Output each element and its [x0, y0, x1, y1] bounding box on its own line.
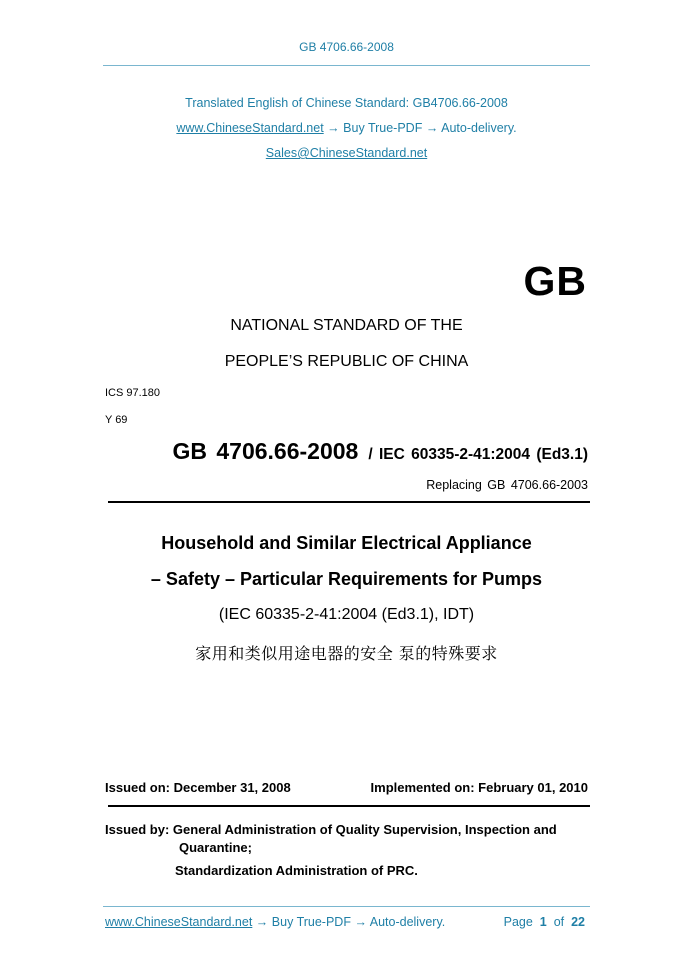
standard-number: GB 4706.66-2008 — [172, 438, 359, 464]
ics-code: ICS 97.180 — [105, 387, 161, 399]
website-link[interactable]: www.ChineseStandard.net — [176, 121, 324, 135]
footer-divider — [103, 906, 590, 907]
iec-idt-reference: (IEC 60335-2-41:2004 (Ed3.1), IDT) — [218, 606, 475, 623]
iec-equivalent: / IEC 60335-2-41:2004 (Ed3.1) — [368, 446, 588, 463]
page-total: 22 — [571, 915, 585, 929]
arrow-right-icon: → — [354, 915, 367, 929]
national-standard-title: NATIONAL STANDARD OF THE — [230, 317, 463, 334]
footer-website-link[interactable]: www.ChineseStandard.net — [105, 915, 253, 929]
issued-by-line3: Standardization Administration of PRC. — [175, 863, 418, 878]
of-label: of — [553, 915, 565, 929]
header-divider — [103, 65, 590, 66]
dates-divider — [108, 805, 590, 807]
arrow-right-icon: → — [425, 121, 439, 135]
title-divider — [108, 501, 590, 503]
sales-email-link[interactable]: Sales@ChineseStandard.net — [265, 146, 428, 160]
gb-logo: GB — [523, 258, 587, 304]
footer-promo — [105, 915, 445, 929]
replacing-note: Replacing GB 4706.66-2003 — [426, 478, 588, 492]
promo-line — [0, 121, 693, 135]
issued-by-line2: Quarantine; — [179, 840, 252, 855]
issued-on-date: Issued on: December 31, 2008 — [105, 780, 291, 795]
chinese-title: 家用和类似用途电器的安全 泵的特殊要求 — [195, 644, 498, 663]
prc-title: PEOPLE’S REPUBLIC OF CHINA — [224, 353, 469, 370]
auto-delivery-text: Auto-delivery. — [441, 121, 517, 135]
standard-number-line — [172, 438, 588, 465]
buy-true-pdf-text: Buy True-PDF — [343, 121, 423, 135]
document-title-line1: Household and Similar Electrical Appliance — [161, 533, 532, 553]
page-number: 1 — [539, 915, 547, 929]
implemented-on-date: Implemented on: February 01, 2010 — [370, 780, 588, 795]
issued-by-line1: Issued by: General Administration of Quality Supervision, Inspection and — [105, 822, 557, 837]
footer-buy-text: Buy True-PDF — [271, 915, 351, 929]
document-title-line2: – Safety – Particular Requirements for Pumps — [150, 569, 543, 589]
running-header: GB 4706.66-2008 — [299, 40, 394, 54]
arrow-right-icon: → — [255, 915, 269, 929]
ccs-code: Y 69 — [105, 414, 128, 426]
page-label: Page — [503, 915, 533, 929]
email-line — [0, 146, 693, 160]
arrow-right-icon: → — [327, 121, 340, 135]
page-indicator — [504, 915, 585, 929]
translation-notice: Translated English of Chinese Standard: GB4706.66-2008 — [185, 96, 508, 110]
footer-auto-text: Auto-delivery. — [369, 915, 446, 929]
